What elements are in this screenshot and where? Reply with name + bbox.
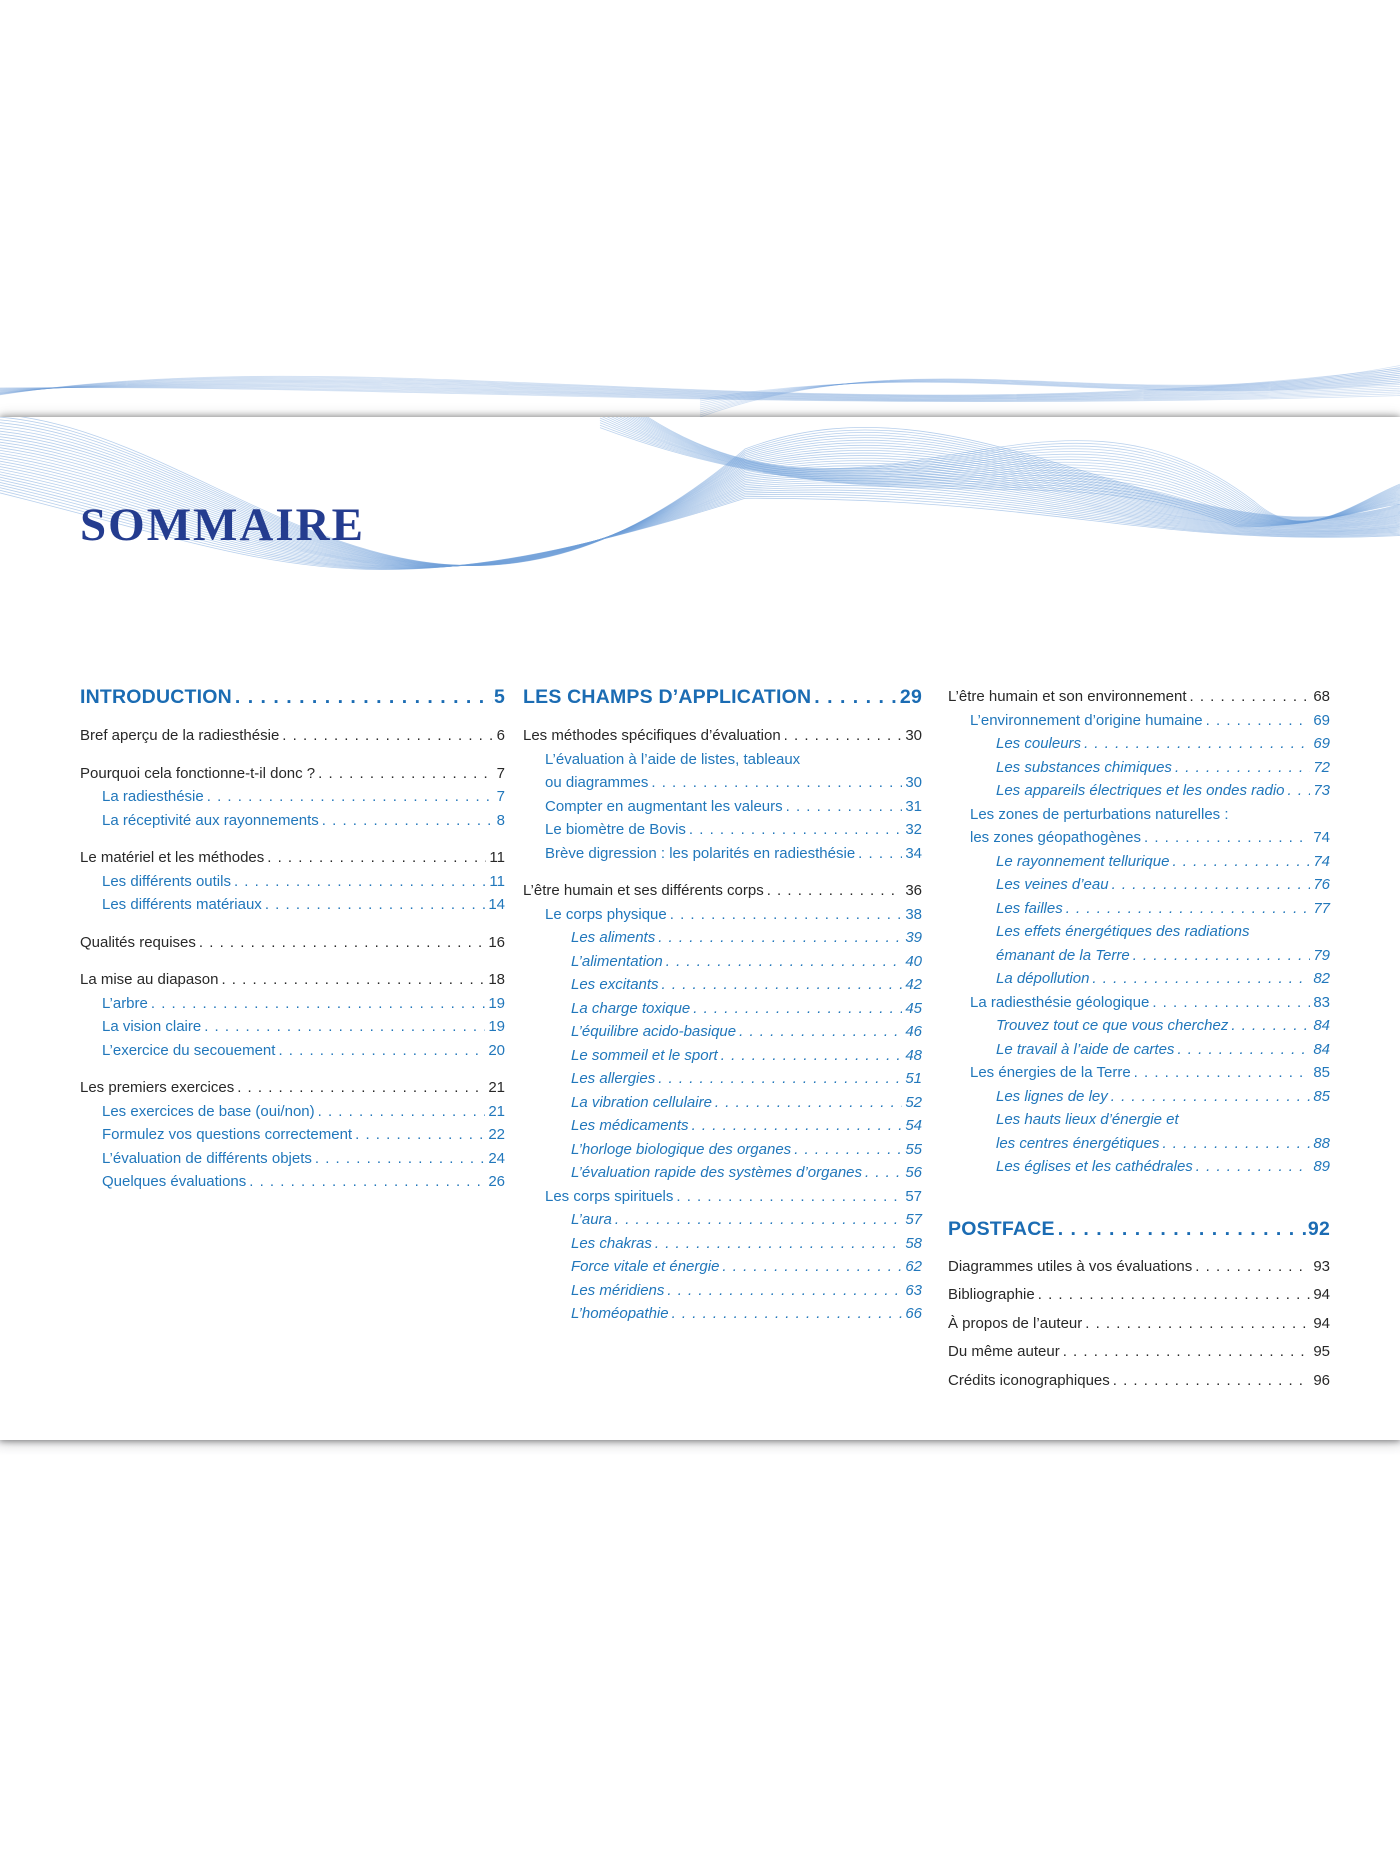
toc-entry [523,1255,922,1279]
toc-entry [80,1015,505,1039]
toc-entry [948,967,1330,991]
toc-entry [948,850,1330,874]
leader-dots [1195,1255,1310,1279]
leader-dots [355,1123,485,1147]
leader-dots [265,893,486,917]
toc-entry-label: L’horloge biologique des organes [571,1140,792,1158]
toc-entry-label: Bibliographie [948,1286,1035,1303]
toc-entry-label: Les énergies de la Terre [970,1064,1131,1081]
leader-dots [1134,1061,1311,1085]
toc-entry [948,709,1330,733]
toc-entry [948,1014,1330,1038]
toc-entry [948,732,1330,756]
toc-entry-label: L’homéopathie [571,1305,669,1322]
toc-entry [948,826,1330,850]
toc-entry-page-number: 68 [1313,688,1330,705]
toc-entry [80,1147,505,1171]
toc-entry-page-number: 52 [905,1093,922,1111]
leader-dots [666,950,903,974]
toc-entry-page-number: 63 [905,1281,922,1299]
leader-dots [1288,779,1311,803]
leader-dots [1162,1132,1310,1156]
leader-dots [204,1015,485,1039]
leader-dots [615,1208,902,1232]
toc-entry-page-number: 82 [1313,970,1330,987]
leader-dots [767,879,903,903]
toc-entry-page-number: 57 [905,1211,922,1228]
toc-entry-page-number: 83 [1313,993,1330,1011]
toc-entry-page-number: 84 [1313,1017,1330,1034]
toc-entry-page-number: 6 [496,727,505,744]
leader-dots [1172,850,1310,874]
toc-entry-page-number: 62 [905,1258,922,1275]
leader-dots [1085,1312,1310,1336]
toc-entry-page-number: 96 [1313,1371,1330,1389]
toc-entry [948,944,1330,968]
toc-entry-label: La radiesthésie géologique [970,993,1150,1011]
toc-entry-label: Les failles [996,899,1063,917]
toc-entry-label: Bref aperçu de la radiesthésie [80,727,280,744]
leader-dots [662,973,903,997]
toc-entry [80,1170,505,1194]
leader-dots [249,1170,485,1194]
leader-dots [676,1185,902,1209]
toc-entry-page-number: 85 [1313,1064,1330,1081]
leader-dots [1111,1085,1311,1109]
toc-entry-page-number: 39 [905,929,922,946]
toc-entry-label: Les substances chimiques [996,758,1172,776]
leader-dots [722,1255,902,1279]
toc-entry-page-number: 95 [1313,1343,1330,1360]
leader-dots [658,926,902,950]
toc-column-2 [523,685,922,1326]
toc-entry-page-number: 11 [489,849,505,866]
leader-dots [237,1076,485,1100]
toc-entry-label: La radiesthésie [102,788,204,805]
leader-dots [786,795,903,819]
toc-entry [523,1161,922,1185]
toc-entry-label: L’arbre [102,994,148,1012]
toc-entry [80,846,505,870]
toc-entry-page-number: 16 [488,933,505,951]
toc-entry-label: Les chakras [571,1234,652,1252]
leader-dots [267,846,486,870]
toc-entry-label: Le sommeil et le sport [571,1046,718,1064]
toc-entry-page-number: 11 [489,872,505,890]
toc-entry-label: Les allergies [571,1070,656,1087]
leader-dots [721,1044,903,1068]
toc-page [0,417,1400,1440]
toc-entry-label: Les zones de perturbations naturelles : [970,805,1229,823]
toc-entry [523,903,922,927]
toc-entry [948,1255,1330,1279]
toc-entry-page-number: 46 [905,1023,922,1040]
toc-entry [948,1155,1330,1179]
toc-entry-label: Crédits iconographiques [948,1371,1110,1389]
toc-entry [523,1020,922,1044]
toc-entry-label: L’exercice du secouement [102,1041,276,1059]
toc-entry-page-number: 7 [496,788,505,805]
toc-entry-label: Les églises et les cathédrales [996,1158,1193,1175]
wave-decoration-previous-page [0,342,1400,417]
toc-entry-label: L’être humain et son environnement [948,688,1187,705]
previous-page-edge [0,0,1400,417]
toc-entry-page-number: 74 [1313,829,1330,846]
toc-entry-label: L’évaluation à l’aide de listes, tableaux [545,750,801,768]
toc-entry [948,803,1330,827]
toc-entry-label: émanant de la Terre [996,946,1130,964]
toc-entry-page-number: 74 [1313,852,1330,870]
toc-entry [523,1138,922,1162]
toc-entry-label: Formulez vos questions correctement [102,1126,353,1143]
toc-column-3 [948,685,1330,1392]
toc-entry [80,762,505,786]
leader-dots [235,685,493,710]
toc-entry [80,968,505,992]
toc-entry-label: Les corps spirituels [545,1187,674,1205]
toc-entry [523,771,922,795]
toc-entry [523,1279,922,1303]
toc-entry-page-number: 7 [496,764,505,782]
toc-entry [948,1085,1330,1109]
toc-entry-page-number: 18 [488,971,505,988]
leader-dots [221,968,485,992]
toc-entry [523,1185,922,1209]
leader-dots [1206,709,1311,733]
toc-entry-label: Les effets énergétiques des radiations [996,923,1250,940]
leader-dots [1092,967,1310,991]
leader-dots [794,1138,902,1162]
toc-entry-page-number: 14 [488,896,505,913]
toc-entry-page-number: 19 [488,994,505,1012]
toc-entry [80,931,505,955]
toc-entry [523,1044,922,1068]
toc-entry [523,926,922,950]
toc-entry-label: Les premiers exercices [80,1079,235,1096]
toc-entry-label: L’alimentation [571,952,663,970]
leader-dots [1063,1340,1311,1364]
toc-entry-label: INTRODUCTION [80,686,232,708]
toc-entry-page-number: 51 [905,1070,922,1087]
toc-entry [80,724,505,748]
toc-entry [948,1061,1330,1085]
leader-dots [1038,1283,1311,1307]
toc-entry-label: Les hauts lieux d’énergie et [996,1111,1179,1128]
toc-entry [80,809,505,833]
toc-entry-label: L’évaluation rapide des systèmes d’organes [571,1164,863,1181]
toc-entry-page-number: 42 [905,976,922,993]
toc-entry [523,842,922,866]
toc-entry-page-number: 79 [1313,946,1330,964]
toc-entry-label: La vision claire [102,1018,202,1035]
toc-entry [948,1108,1330,1132]
toc-entry-label: La mise au diapason [80,971,219,988]
toc-entry [80,1123,505,1147]
toc-entry-label: L’environnement d’origine humaine [970,711,1203,729]
toc-entry-page-number: 58 [905,1234,922,1252]
toc-entry [948,756,1330,780]
leader-dots [814,685,899,710]
toc-entry-label: Les veines d’eau [996,876,1109,893]
leader-dots [1066,897,1311,921]
toc-entry [80,1039,505,1063]
toc-entry [523,1232,922,1256]
toc-entry-label: Pourquoi cela fonctionne-t-il donc ? [80,764,316,782]
toc-entry-label: ou diagrammes [545,774,649,791]
toc-entry [948,873,1330,897]
toc-entry-label: Compter en augmentant les valeurs [545,797,783,815]
toc-entry-label: L’être humain et ses différents corps [523,882,764,899]
toc-entry [948,779,1330,803]
toc-entry-label: Les différents outils [102,872,231,890]
toc-entry [80,893,505,917]
toc-entry [948,1312,1330,1336]
toc-entry [523,1067,922,1091]
toc-columns [80,685,1400,1392]
toc-entry-page-number: 32 [905,821,922,838]
toc-entry-label: Les excitants [571,976,659,993]
toc-entry-page-number: 76 [1313,876,1330,893]
toc-entry-label: Les différents matériaux [102,896,262,913]
leader-dots [1175,756,1310,780]
toc-entry-label: Le corps physique [545,905,667,923]
toc-entry-page-number: 69 [1313,711,1330,729]
toc-entry [948,1283,1330,1307]
leader-dots [715,1091,902,1115]
leader-dots [1196,1155,1311,1179]
toc-entry [948,1369,1330,1393]
leader-dots [1144,826,1310,850]
toc-entry-label: Le matériel et les méthodes [80,849,265,866]
toc-entry [948,685,1330,709]
toc-column-1 [80,685,505,1194]
toc-entry-label: Qualités requises [80,933,196,951]
toc-entry-label: Les exercices de base (oui/non) [102,1102,315,1120]
leader-dots [318,762,494,786]
toc-entry-label: Trouvez tout ce que vous cherchez [996,1017,1229,1034]
toc-entry-page-number: 21 [488,1102,505,1120]
toc-entry-label: LES CHAMPS D’APPLICATION [523,686,812,708]
toc-entry-page-number: 93 [1313,1257,1330,1275]
toc-entry-page-number: 94 [1313,1286,1330,1303]
toc-entry-label: La charge toxique [571,999,691,1017]
toc-entry-page-number: 36 [905,882,922,899]
toc-entry-label: Les couleurs [996,735,1082,752]
toc-entry-page-number: 73 [1313,782,1330,799]
leader-dots [655,1232,902,1256]
toc-entry-page-number: 19 [488,1018,505,1035]
toc-entry-label: La réceptivité aux rayonnements [102,811,319,829]
toc-entry [523,1302,922,1326]
toc-entry-page-number: 55 [905,1140,922,1158]
toc-entry-label: Diagrammes utiles à vos évaluations [948,1257,1193,1275]
leader-dots [318,1100,486,1124]
toc-entry-label: les zones géopathogènes [970,829,1141,846]
toc-entry-label: POSTFACE [948,1217,1055,1240]
toc-entry [80,785,505,809]
leader-dots [1113,1369,1311,1393]
toc-entry-page-number: 38 [905,905,922,923]
leader-dots [199,931,485,955]
page-title: SOMMAIRE [80,499,365,551]
toc-entry [948,897,1330,921]
leader-dots [865,1161,902,1185]
toc-entry [523,997,922,1021]
leader-dots [658,1067,902,1091]
leader-dots [651,771,902,795]
next-page-edge [0,1440,1400,1865]
toc-entry [948,1132,1330,1156]
toc-entry-label: les centres énergétiques [996,1134,1160,1152]
toc-entry-label: Le rayonnement tellurique [996,852,1170,870]
toc-entry-label: Les lignes de ley [996,1087,1108,1105]
leader-dots [315,1147,485,1171]
leader-dots [151,992,485,1016]
leader-dots [689,818,902,842]
toc-entry [523,879,922,903]
toc-entry-label: Les méthodes spécifiques d’évaluation [523,727,781,744]
toc-entry-page-number: 30 [905,727,922,744]
toc-entry-label: L’aura [571,1211,612,1228]
toc-section-header [948,1217,1330,1242]
toc-entry [948,991,1330,1015]
toc-entry-label: À propos de l’auteur [948,1314,1083,1332]
toc-section-header [523,685,922,710]
toc-entry-page-number: 21 [488,1079,505,1096]
leader-dots [1133,944,1311,968]
toc-entry [523,795,922,819]
leader-dots [739,1020,902,1044]
toc-entry [80,1076,505,1100]
toc-entry [523,1208,922,1232]
toc-entry-page-number: 92 [1307,1217,1330,1240]
toc-entry-page-number: 69 [1313,735,1330,752]
toc-entry-page-number: 45 [905,999,922,1017]
toc-entry-page-number: 72 [1313,758,1330,776]
leader-dots [234,870,486,894]
toc-entry-page-number: 88 [1313,1134,1330,1152]
toc-entry-page-number: 85 [1313,1087,1330,1105]
toc-entry-page-number: 54 [905,1117,922,1134]
toc-entry-label: La vibration cellulaire [571,1093,712,1111]
leader-dots [1152,991,1310,1015]
leader-dots [672,1302,903,1326]
toc-entry-page-number: 57 [905,1187,922,1205]
toc-entry [80,1100,505,1124]
toc-entry-page-number: 26 [488,1173,505,1190]
toc-entry-page-number: 84 [1313,1040,1330,1058]
leader-dots [322,809,494,833]
toc-entry [948,920,1330,944]
leader-dots [1084,732,1310,756]
toc-entry [523,724,922,748]
toc-entry [523,1114,922,1138]
toc-entry-page-number: 22 [488,1126,505,1143]
toc-entry [80,992,505,1016]
toc-entry-page-number: 40 [905,952,922,970]
leader-dots [670,903,903,927]
toc-entry-page-number: 89 [1313,1158,1330,1175]
toc-section-header [80,685,505,710]
leader-dots [207,785,494,809]
leader-dots [1112,873,1311,897]
toc-entry-label: L’équilibre acido-basique [571,1023,737,1040]
leader-dots [667,1279,902,1303]
toc-entry-label: L’évaluation de différents objets [102,1149,312,1167]
toc-entry-page-number: 8 [496,811,505,829]
toc-entry-label: Le travail à l’aide de cartes [996,1040,1175,1058]
toc-entry [523,950,922,974]
leader-dots [693,997,902,1021]
toc-entry [523,748,922,772]
toc-entry [523,973,922,997]
toc-entry-page-number: 34 [905,844,922,862]
leader-dots [1189,685,1310,709]
leader-dots [278,1039,485,1063]
toc-entry-page-number: 29 [899,686,922,708]
toc-entry-page-number: 48 [905,1046,922,1064]
toc-entry-label: La dépollution [996,970,1090,987]
toc-entry-page-number: 94 [1313,1314,1330,1332]
toc-entry-label: Les appareils électriques et les ondes radio [996,782,1285,799]
toc-entry [948,1340,1330,1364]
toc-entry [948,1038,1330,1062]
toc-entry-page-number: 66 [905,1305,922,1322]
leader-dots [784,724,903,748]
toc-entry [523,1091,922,1115]
toc-entry [523,818,922,842]
leader-dots [1177,1038,1310,1062]
toc-entry-label: Brève digression : les polarités en radiesthésie [545,844,856,862]
leader-dots [282,724,493,748]
toc-entry-page-number: 31 [905,797,922,815]
toc-entry-label: Les aliments [571,929,656,946]
toc-entry-label: Du même auteur [948,1343,1060,1360]
leader-dots [858,842,902,866]
leader-dots [1231,1014,1310,1038]
toc-entry-page-number: 20 [488,1041,505,1059]
toc-entry-page-number: 24 [488,1149,505,1167]
toc-entry-page-number: 77 [1313,899,1330,917]
toc-entry-label: Force vitale et énergie [571,1258,720,1275]
toc-entry-page-number: 30 [905,774,922,791]
toc-entry-label: Les médicaments [571,1117,689,1134]
toc-entry [80,870,505,894]
leader-dots [692,1114,903,1138]
leader-dots [1058,1217,1307,1242]
toc-entry-label: Le biomètre de Bovis [545,821,686,838]
toc-entry-label: Quelques évaluations [102,1173,247,1190]
toc-entry-page-number: 56 [905,1164,922,1181]
toc-entry-label: Les méridiens [571,1281,665,1299]
toc-entry-page-number: 5 [493,686,505,708]
